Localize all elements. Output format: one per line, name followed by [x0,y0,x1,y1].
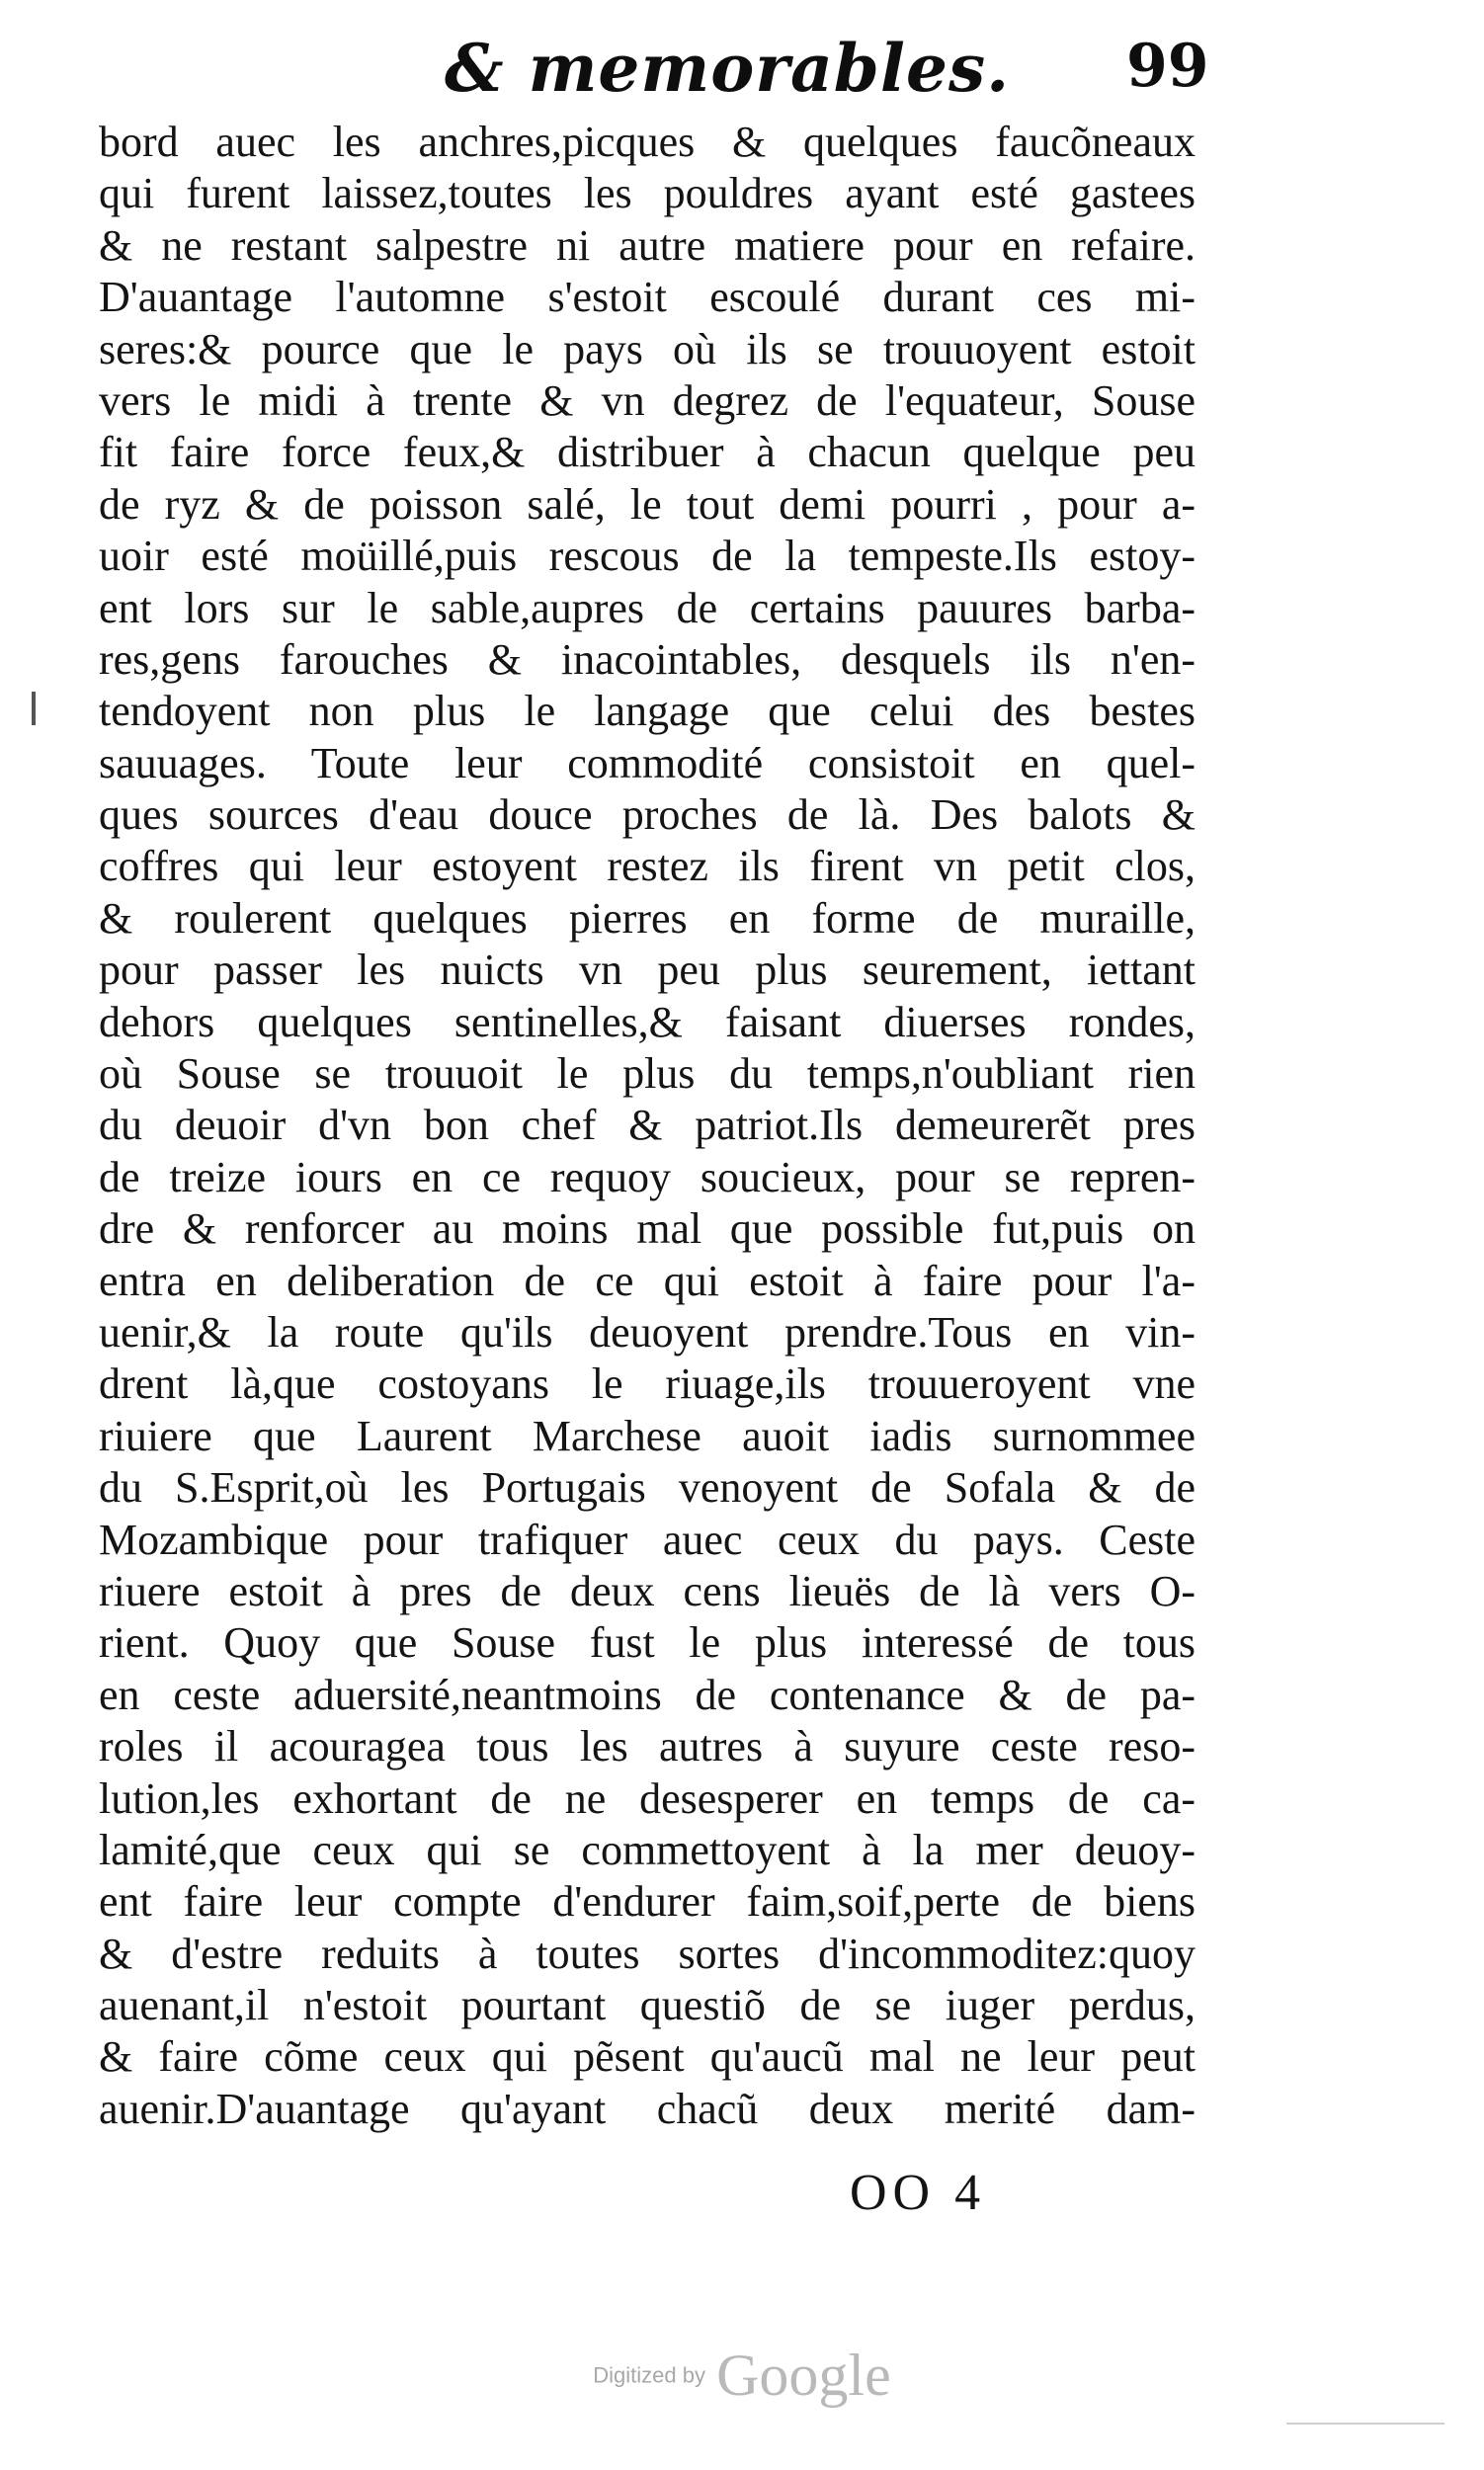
page-number: 99 [1126,32,1209,101]
text-line: bord auec les anchres,picques & quelques faucõneaux [99,118,1195,166]
text-line: fit faire force feux,& distribuer à chacun quelque peu [99,428,1195,477]
text-line: ent lors sur le sable,aupres de certains pauures barba- [99,583,1195,632]
text-line: D'auantage l'automne s'estoit escoulé durant ces mi- [99,273,1195,322]
text-line: uoir esté moüillé,puis rescous de la tempeste.Ils estoy- [99,532,1195,581]
text-line: riuere estoit à pres de deux cens lieuës de là vers O- [99,1566,1195,1615]
text-line: & d'estre reduits à toutes sortes d'incommoditez:quoy [99,1929,1195,1978]
text-line: entra en deliberation de ce qui estoit à faire pour l'a- [99,1256,1195,1305]
text-line: res,gens farouches & inacointables, desquels ils n'en- [99,634,1195,684]
text-line: en ceste aduersité,neantmoins de contenance & de pa- [99,1670,1195,1719]
text-line: & faire cõme ceux qui pẽsent qu'aucũ mal ne leur peut [99,2032,1195,2082]
text-line: pour passer les nuicts vn peu plus seurement, iettant [99,946,1195,995]
text-line: dehors quelques sentinelles,& faisant diuerses rondes, [99,997,1195,1046]
text-line: de ryz & de poisson salé, le tout demi pourri , pour a- [99,479,1195,529]
text-line: drent là,que costoyans le riuage,ils trouueroyent vne [99,1359,1195,1409]
text-line: du deuoir d'vn bon chef & patriot.Ils demeurerẽt pres [99,1101,1195,1150]
text-line: ques sources d'eau douce proches de là. Des balots & [99,790,1195,840]
catchword-row [0,2164,1484,2233]
text-line: ent faire leur compte d'endurer faim,soif,perte de biens [99,1877,1195,1927]
text-line: riuiere que Laurent Marchese auoit iadis surnommee [99,1411,1195,1460]
google-logo: Google [716,2343,891,2408]
text-line: seres:& pource que le pays où ils se trouuoyent estoit [99,324,1195,373]
text-line: dre & renforcer au moins mal que possible fut,puis on [99,1204,1195,1254]
signature-mark: OO 4 [850,2165,987,2221]
text-line: roles il acouragea tous les autres à suyure ceste reso- [99,1722,1195,1771]
text-line: coffres qui leur estoyent restez ils firent vn petit clos, [99,842,1195,891]
text-line: lution,les exhortant de ne desesperer en temps de ca- [99,1773,1195,1823]
text-line: rient. Quoy que Souse fust le plus interessé de tous [99,1618,1195,1668]
text-line: lamité,que ceux qui se commettoyent à la mer deuoy- [99,1825,1195,1874]
text-line: auenir.D'auantage qu'ayant chacũ deux merité dam- [99,2084,1195,2133]
digitization-watermark [0,2342,1484,2410]
text-line: du S.Esprit,où les Portugais venoyent de Sofala & de [99,1463,1195,1513]
margin-speck [32,692,36,725]
text-line: où Souse se trouuoit le plus du temps,n'oubliant rien [99,1049,1195,1099]
text-line: qui furent laissez,toutes les pouldres ayant esté gastees [99,169,1195,218]
text-line: de treize iours en ce requoy soucieux, pour se repren- [99,1152,1195,1201]
text-line: auenant,il n'estoit pourtant questiõ de se iuger perdus, [99,1981,1195,2030]
page-header [0,18,1484,126]
body-text [99,117,1195,2135]
scan-edge-line [1286,2423,1444,2425]
text-line: tendoyent non plus le langage que celui des bestes [99,687,1195,736]
text-line: vers le midi à trente & vn degrez de l'equateur, Souse [99,375,1195,425]
running-head: & memorables. [445,30,1011,107]
text-line: & roulerent quelques pierres en forme de muraille, [99,893,1195,943]
text-line: uenir,& la route qu'ils deuoyent prendre.Tous en vin- [99,1307,1195,1357]
text-line: & ne restant salpestre ni autre matiere pour en refaire. [99,220,1195,270]
text-line: sauuages. Toute leur commodité consistoit en quel- [99,738,1195,787]
digitized-by-label: Digitized by [593,2362,705,2388]
text-line: Mozambique pour trafiquer auec ceux du pays. Ceste [99,1515,1195,1564]
